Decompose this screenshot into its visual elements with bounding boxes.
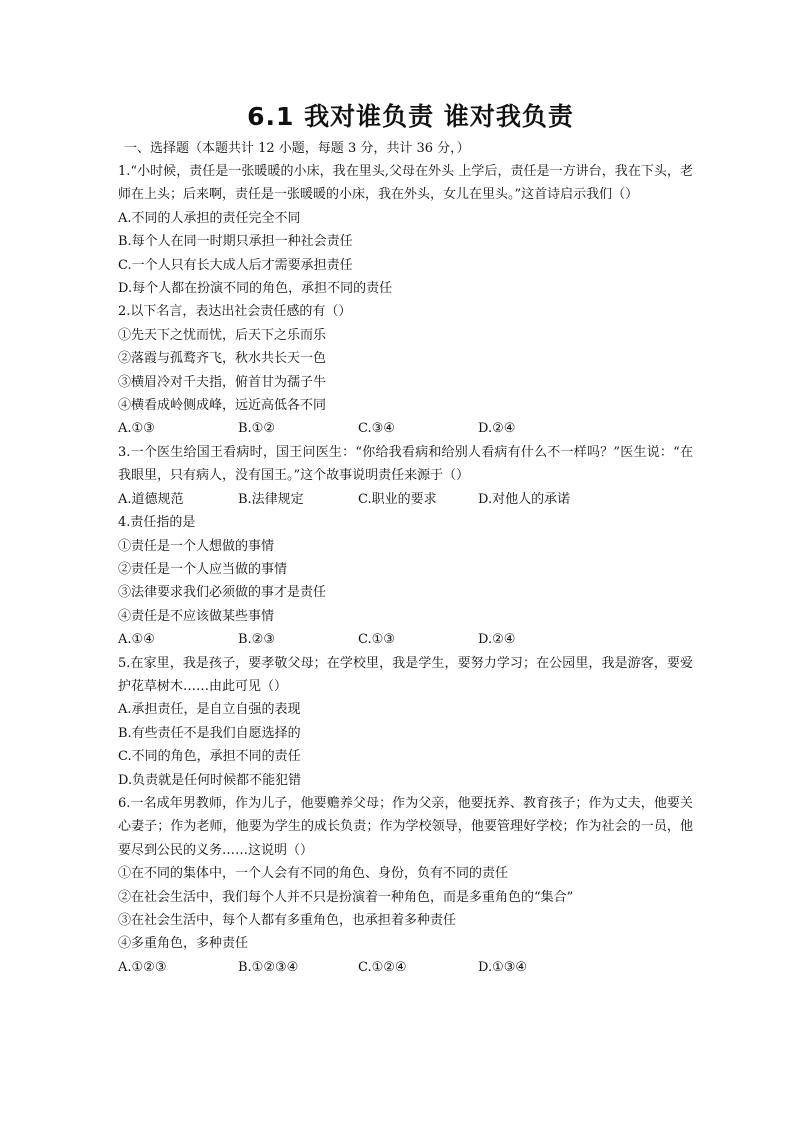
question-4-option-d: D.②④ <box>478 632 516 648</box>
question-6-option-b: B.①②③④ <box>238 959 299 975</box>
question-3-options <box>118 488 693 511</box>
question-3-stem: 3.一个医生给国王看病时，国王问医生：“你给我看病和给别人看病有什么不一样吗？”医生说：“在我眼里，只有病人，没有国王。”这个故事说明责任来源于（） <box>118 444 693 484</box>
question-3-option-a: A.道德规范 <box>118 491 184 507</box>
question-6-options <box>118 956 693 979</box>
worksheet-page <box>118 100 693 979</box>
section-heading: 一、选择题（本题共计 12 小题，每题 3 分，共计 36 分，） <box>124 141 470 156</box>
question-2-item-3: ③横眉冷对千夫指，俯首甘为孺子牛 <box>118 374 327 390</box>
question-3-option-b: B.法律规定 <box>238 491 304 507</box>
question-6-item-4: ④多重角色，多种责任 <box>118 936 249 952</box>
question-6-item-3: ③在社会生活中，每个人都有多重角色，也承担着多种责任 <box>118 913 457 928</box>
question-4-options <box>118 628 693 651</box>
question-3-option-c: C.职业的要求 <box>358 491 437 507</box>
question-6-stem: 6.一名成年男教师，作为儿子，他要赡养父母；作为父亲，他要抚养、教育孩子；作为丈夫，他要关心妻子；作为老师，他要为学生的成长负责；作为学校领导，他要管理好学校；作为社会的一员，他要尽到公民的义务……这说明（） <box>118 795 693 858</box>
question-2-option-a: A.①③ <box>118 421 155 437</box>
question-4-item-1: ①责任是一个人想做的事情 <box>118 538 275 554</box>
question-1-option-c: C.一个人只有长大成人后才需要承担责任 <box>118 257 353 273</box>
question-2-item-2: ②落霞与孤鹜齐飞，秋水共长天一色 <box>118 351 327 367</box>
question-2-option-c: C.③④ <box>358 421 395 437</box>
question-5-stem: 5.在家里，我是孩子，要孝敬父母；在学校里，我是学生，要努力学习；在公园里，我是游客，要爱护花草树木……由此可见（） <box>118 655 693 694</box>
question-4-stem: 4.责任指的是 <box>118 515 196 531</box>
question-3-option-d: D.对他人的承诺 <box>478 491 571 507</box>
question-2-options <box>118 417 693 440</box>
question-5-option-c: C.不同的角色，承担不同的责任 <box>118 749 301 765</box>
question-2-option-b: B.①② <box>238 421 275 437</box>
question-6-option-c: C.①②④ <box>358 959 407 975</box>
question-4-item-3: ③法律要求我们必须做的事才是责任 <box>118 585 327 601</box>
question-1-option-b: B.每个人在同一时期只承担一种社会责任 <box>118 234 353 250</box>
question-2-option-d: D.②④ <box>478 421 516 437</box>
question-2-item-4: ④横看成岭侧成峰，远近高低各不同 <box>118 398 327 414</box>
question-2-stem: 2.以下名言，表达出社会责任感的有（） <box>118 304 352 320</box>
question-5-option-d: D.负责就是任何时候都不能犯错 <box>118 772 302 788</box>
question-4-item-2: ②责任是一个人应当做的事情 <box>118 561 288 577</box>
question-6-item-1: ①在不同的集体中，一个人会有不同的角色、身份，负有不同的责任 <box>118 866 509 882</box>
question-4-option-a: A.①④ <box>118 632 155 648</box>
question-5-option-b: B.有些责任不是我们自愿选择的 <box>118 725 301 741</box>
question-5-option-a: A.承担责任，是自立自强的表现 <box>118 702 301 718</box>
question-1-option-d: D.每个人都在扮演不同的角色，承担不同的责任 <box>118 281 393 297</box>
page-title: 6.1 我对谁负责 谁对我负责 <box>247 102 574 131</box>
question-1-stem: 1.“小时候，责任是一张暖暖的小床，我在里头,父母在外头 上学后，责任是一方讲台，我在下头，老师在上头；后来啊，责任是一张暖暖的小床，我在外头，女儿在里头。”这首诗启示我们（） <box>118 164 693 203</box>
question-6-option-a: A.①②③ <box>118 959 167 975</box>
question-1-option-a: A.不同的人承担的责任完全不同 <box>118 210 301 226</box>
question-4-item-4: ④责任是不应该做某些事情 <box>118 608 275 624</box>
question-2-item-1: ①先天下之忧而忧，后天下之乐而乐 <box>118 327 327 343</box>
question-4-option-c: C.①③ <box>358 632 395 648</box>
question-4-option-b: B.②③ <box>238 632 275 648</box>
question-6-option-d: D.①③④ <box>478 959 528 975</box>
question-6-item-2: ②在社会生活中，我们每个人并不只是扮演着一种角色，而是多重角色的“集合” <box>118 889 574 905</box>
